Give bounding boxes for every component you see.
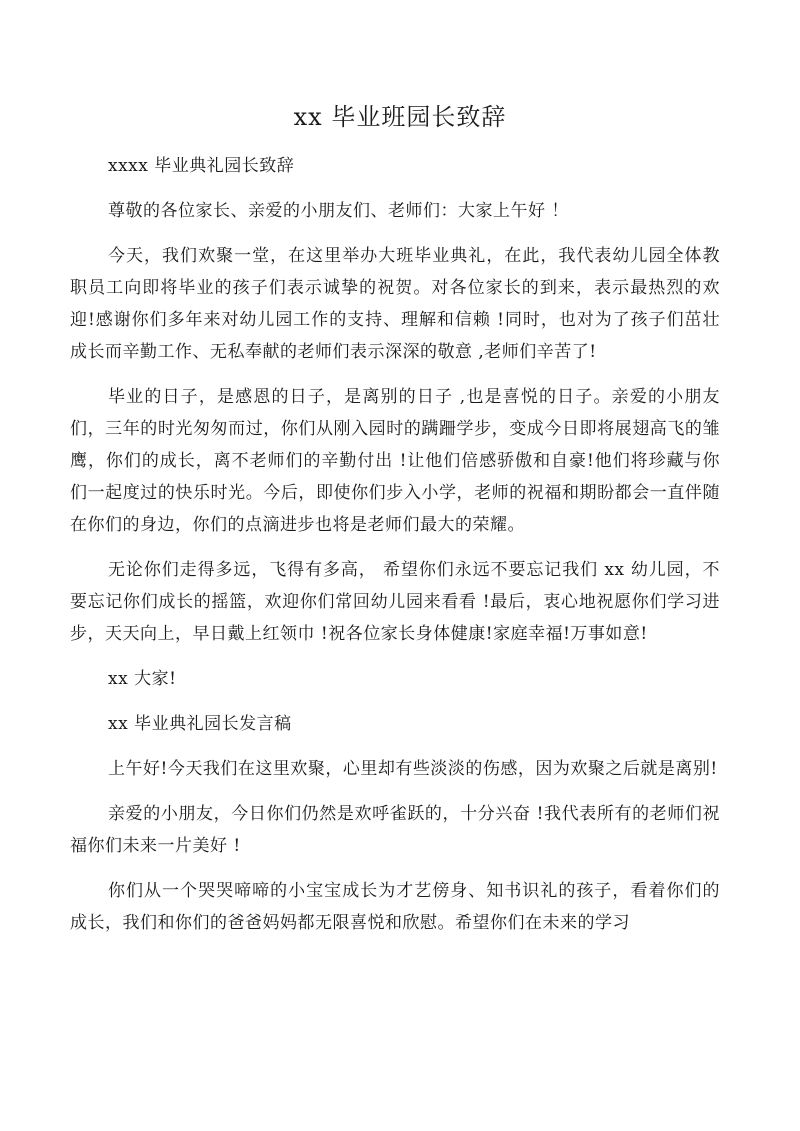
body-paragraph: 你们从一个哭哭啼啼的小宝宝成长为才艺傍身、知书识礼的孩子，看着你们的成长，我们和你们的爸爸妈妈都无限喜悦和欣慰。希望你们在未来的学习	[70, 881, 720, 933]
subtitle-paragraph: xxxx 毕业典礼园长致辞	[108, 156, 295, 176]
greeting-paragraph: 尊敬的各位家长、亲爱的小朋友们、老师们：大家上午好 ！	[108, 201, 569, 221]
body-paragraph: 上午好!今天我们在这里欢聚，心里却有些淡淡的伤感，因为欢聚之后就是离别!	[108, 759, 718, 779]
body-paragraph: 亲爱的小朋友，今日你们仍然是欢呼雀跃的，十分兴奋 !我代表所有的老师们祝福你们未来一片美好 !	[70, 804, 720, 856]
body-paragraph: 毕业的日子，是感恩的日子，是离别的日子 ,也是喜悦的日子。亲爱的小朋友们，三年的时光匆匆而过，你们从刚入园时的蹒跚学步，变成今日即将展翅高飞的雏鹰，你们的成长，离不老师们的辛勤付出 !让他们倍感骄傲和自豪!他们将珍藏与你们一起度过的快乐时光。今后，即使你们步入小学，老师的祝福和期盼都会一直伴随在你们的身边，你们的点滴进步也将是老师们最大的荣耀。	[70, 387, 720, 535]
body-paragraph: 无论你们走得多远，飞得有多高， 希望你们永远不要忘记我们 xx 幼儿园，不要忘记你们成长的摇篮，欢迎你们常回幼儿园来看看 !最后，衷心地祝愿你们学习进步，天天向上，早日戴上红领巾 !祝各位家长身体健康!家庭幸福!万事如意!	[70, 560, 720, 644]
document-body	[70, 150, 720, 952]
section-heading-paragraph: xx 毕业典礼园长发言稿	[108, 714, 292, 734]
document-title: xx 毕业班园长致辞	[293, 103, 507, 131]
body-paragraph: 今天，我们欢聚一堂，在这里举办大班毕业典礼，在此，我代表幼儿园全体教职员工向即将毕业的孩子们表示诚挚的祝贺。对各位家长的到来，表示最热烈的欢迎!感谢你们多年来对幼儿园工作的支持、理解和信赖 !同时，也对为了孩子们茁壮成长而辛勤工作、无私奉献的老师们表示深深的敬意 ,老师们辛苦了!	[70, 246, 720, 362]
closing-paragraph: xx 大家!	[108, 669, 177, 689]
